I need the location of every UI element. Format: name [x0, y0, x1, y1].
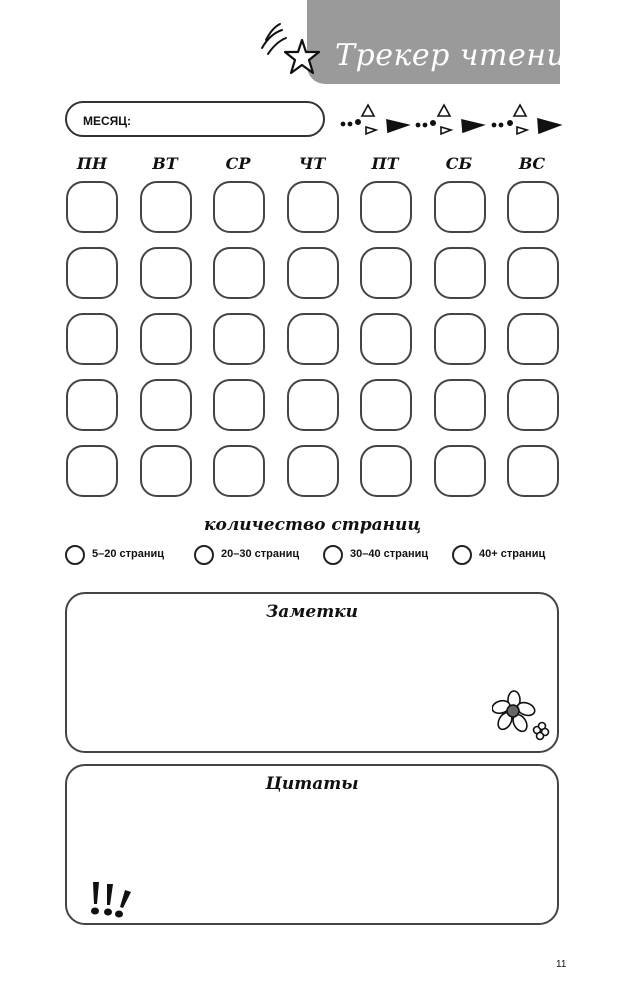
calendar-day-cell[interactable]	[360, 247, 412, 299]
weekday-header: ВС	[518, 154, 546, 173]
weekday-header: СБ	[445, 154, 473, 173]
calendar-day-cell[interactable]	[287, 445, 339, 497]
triangle-decoration-icon	[338, 103, 563, 137]
calendar-day-cell[interactable]	[507, 313, 559, 365]
calendar-day-cell[interactable]	[213, 445, 265, 497]
calendar-day-cell[interactable]	[507, 247, 559, 299]
notes-title: Заметки	[265, 602, 359, 622]
calendar-day-cell[interactable]	[360, 445, 412, 497]
weekday-header: СР	[225, 154, 251, 173]
calendar-day-cell[interactable]	[140, 247, 192, 299]
calendar-day-cell[interactable]	[507, 181, 559, 233]
quotes-panel[interactable]	[65, 764, 559, 925]
weekday-header: ВТ	[152, 154, 178, 173]
calendar-day-cell[interactable]	[213, 313, 265, 365]
pages-option-label: 5–20 страниц	[92, 548, 165, 560]
flower-icon	[492, 690, 552, 742]
calendar-day-cell[interactable]	[507, 445, 559, 497]
calendar-day-cell[interactable]	[287, 379, 339, 431]
calendar-day-cell[interactable]	[66, 181, 118, 233]
calendar-day-cell[interactable]	[434, 313, 486, 365]
calendar-day-cell[interactable]	[140, 181, 192, 233]
calendar-day-cell[interactable]	[287, 181, 339, 233]
calendar-day-cell[interactable]	[287, 247, 339, 299]
calendar-day-cell[interactable]	[66, 379, 118, 431]
calendar-day-cell[interactable]	[140, 379, 192, 431]
calendar-day-cell[interactable]	[140, 445, 192, 497]
quotes-title: Цитаты	[265, 774, 359, 794]
weekday-header: ЧТ	[298, 154, 326, 173]
page-title: Трекер чтения	[335, 38, 587, 73]
calendar-day-cell[interactable]	[434, 247, 486, 299]
calendar-day-cell[interactable]	[213, 181, 265, 233]
radio-circle[interactable]	[323, 545, 343, 565]
notes-panel[interactable]	[65, 592, 559, 753]
calendar-day-cell[interactable]	[287, 313, 339, 365]
calendar-day-cell[interactable]	[360, 181, 412, 233]
calendar-day-cell[interactable]	[507, 379, 559, 431]
weekday-header: ПТ	[371, 154, 399, 173]
month-label: МЕСЯЦ:	[83, 114, 132, 128]
calendar-day-cell[interactable]	[434, 181, 486, 233]
calendar-day-cell[interactable]	[213, 247, 265, 299]
weekday-header: ПН	[76, 154, 108, 173]
calendar-day-cell[interactable]	[66, 313, 118, 365]
star-icon	[258, 18, 328, 78]
calendar-day-cell[interactable]	[66, 445, 118, 497]
calendar-day-cell[interactable]	[66, 247, 118, 299]
calendar-day-cell[interactable]	[360, 313, 412, 365]
pages-heading: количество страниц	[203, 515, 422, 535]
page-number: 11	[556, 959, 567, 970]
pages-option-label: 30–40 страниц	[350, 548, 429, 560]
radio-circle[interactable]	[65, 545, 85, 565]
month-field[interactable]	[65, 101, 325, 137]
pages-option-label: 40+ страниц	[479, 548, 546, 560]
calendar-day-cell[interactable]	[213, 379, 265, 431]
calendar-day-cell[interactable]	[360, 379, 412, 431]
exclamation-marks-icon	[87, 880, 142, 920]
calendar-day-cell[interactable]	[434, 445, 486, 497]
pages-option-label: 20–30 страниц	[221, 548, 300, 560]
radio-circle[interactable]	[452, 545, 472, 565]
calendar-day-cell[interactable]	[434, 379, 486, 431]
calendar-day-cell[interactable]	[140, 313, 192, 365]
radio-circle[interactable]	[194, 545, 214, 565]
